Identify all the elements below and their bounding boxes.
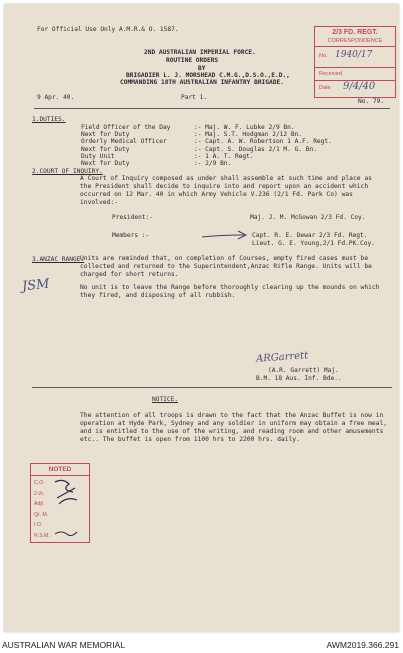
official-use-line: For Official Use Only A.M.R.& O. 1587.: [37, 26, 179, 33]
notice-text: The attention of all troops is drawn to the fact that the Anzac Buffet is now in operation at Hyde Park, Sydney and any soldier in uniform may obtain a free meal, and is entitled to the use of the writing, and reading room and other amusements etc.. The buffet is open from 1100 hrs to 2200 hrs. daily.: [80, 412, 388, 443]
correspondence-stamp: [314, 26, 396, 98]
footer-accession-number: AWM2019.366.291: [326, 640, 399, 650]
president-value: Maj. J. M. McGowan 2/3 Fd. Coy.: [250, 214, 366, 221]
court-text: A Court of Inquiry composed as under shall assemble at such time and place as the President shall decide to inquire into and report upon an accident which occurred on 12 Mar. 40 in which Army Vehicle V.236 (2/1 Fd. Park Co) was involved:-: [80, 175, 372, 206]
signature: ARGarrett: [255, 350, 309, 365]
member-1: Capt. R. E. Dewar 2/3 Fd. Regt.: [252, 232, 368, 239]
order-part: Part 1.: [181, 94, 208, 101]
noted-title: NOTED: [48, 466, 72, 473]
stamp-date-label: Date: [319, 85, 331, 91]
court-heading: 2.COURT OF INQUIRY.: [32, 168, 103, 175]
duties-labels: Field Officer of the Day Next for Duty Orderly Medical Officer Next for Duty Duty Unit Next for Duty: [81, 124, 171, 168]
stamp-regiment: 2/3 FD. REGT.: [332, 29, 378, 36]
order-number: No. 79.: [358, 98, 385, 105]
signatory-name: (A.R. Garrett) Maj.: [268, 367, 339, 374]
notice-heading: NOTICE.: [152, 396, 179, 403]
handwritten-initials-icon: [51, 476, 87, 540]
stamp-no-label: No.: [319, 53, 328, 59]
document-page: [4, 4, 399, 632]
commanding-line: COMMANDING 18TH AUSTRALIAN INFANTRY BRIGADE.: [120, 79, 284, 86]
signatory-title: B.M. 18 Aus. Inf. Bde..: [256, 375, 342, 382]
stamp-received-label: Received: [319, 71, 342, 77]
brigadier-line: BRIGADIER L. J. MORSHEAD C.M.G.,D.S.O.,E.D.,: [126, 72, 290, 79]
notice-divider: [32, 387, 392, 388]
anzac-text-2: No unit is to leave the Range before thoroughly clearing up the mounds on which they fired, and disposing of all rubbish.: [80, 284, 380, 299]
orders-title: ROUTINE ORDERS: [166, 57, 219, 64]
member-2: Lieut. G. E. Young,2/1 Fd.PK.Coy.: [252, 240, 375, 247]
header-divider: [34, 108, 390, 109]
footer-institution: AUSTRALIAN WAR MEMORIAL: [2, 640, 125, 650]
margin-initials: JSM: [21, 276, 51, 295]
members-label: Members :-: [112, 232, 150, 239]
stamp-no-value: 1940/17: [335, 50, 373, 60]
president-label: President:-: [112, 214, 153, 221]
order-date: 9 Apr. 40.: [37, 94, 75, 101]
stamp-date-value: 9/4/40: [343, 81, 376, 92]
anzac-text-1: Units are reminded that, on completion of Courses, empty fired cases must be collected and returned to the Superintendent,Anzac Rifle Range. Units will be charged for short returns.: [80, 255, 372, 278]
by-line: BY: [198, 65, 206, 72]
force-title: 2ND AUSTRALIAN IMPERIAL FORCE.: [144, 49, 256, 56]
duties-values: :- Maj. W. F. Lubke 2/9 Bn. :- Maj. S.T. Hodgman 2/12 Bn. :- Capt. A. W. Robertson 1 A.F. Regt. :- Capt. S. Douglas 2/1 M. G. Bn. :- 1 A. T. Regt. :- 2/9 Bn.: [194, 124, 332, 168]
noted-stamp: [30, 463, 90, 543]
hand-drawn-arrow-icon: [200, 230, 250, 242]
footer-bar: [0, 636, 403, 653]
stamp-correspondence: CORRESPONDENCE: [327, 38, 383, 44]
duties-heading: 1.DUTIES.: [32, 116, 66, 123]
anzac-heading: 3.ANZAC RANGE.: [32, 256, 85, 263]
noted-rows: C.O. 2 i/c. Adjt. Qr. M. I.O. R.S.M.: [34, 480, 50, 539]
